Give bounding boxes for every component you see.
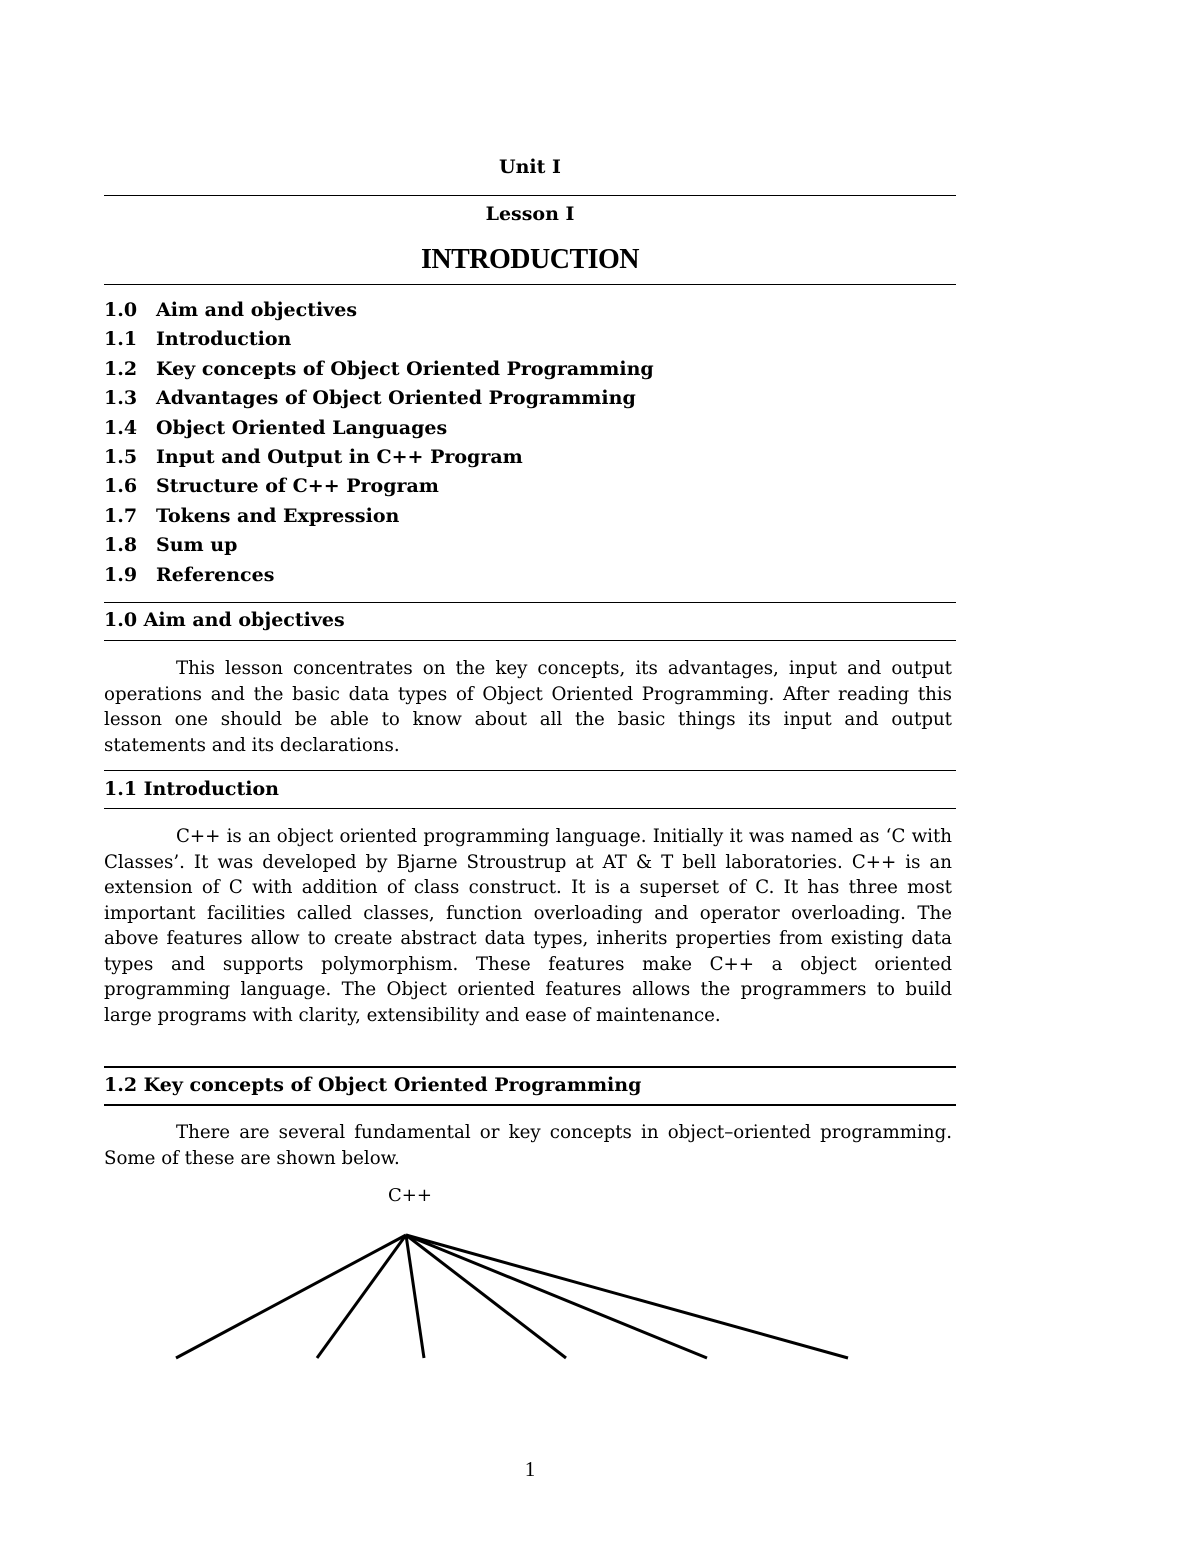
diagram-branch-line [406,1235,848,1358]
diagram-branch-line [406,1235,424,1358]
toc-item: 1.0 Aim and objectives [104,299,358,321]
diagram-branches [176,1235,848,1358]
unit-title: Unit I [499,156,561,178]
section-paragraph: There are several fundamental or key concepts in object–oriented programming. Some of these are shown below. [104,1122,952,1169]
toc-item: 1.4 Object Oriented Languages [104,416,448,439]
toc-item: 1.6 Structure of C++ Program [104,475,439,498]
toc-item: 1.2 Key concepts of Object Oriented Programming [104,357,654,380]
toc-item: 1.1 Introduction [104,328,292,351]
diagram-root-label: C++ [388,1185,432,1206]
diagram-branch-line [317,1235,406,1358]
toc-item: 1.3 Advantages of Object Oriented Programming [104,387,636,410]
toc-item: 1.8 Sum up [104,534,238,557]
diagram-branch-line [176,1235,406,1358]
toc-item: 1.9 References [104,563,275,586]
diagram-branch-line [406,1235,707,1358]
lesson-title: Lesson I [485,203,575,225]
page-title: INTRODUCTION [420,244,640,275]
section-paragraph: C++ is an object oriented programming language. Initially it was named as ‘C with Classes’. It was developed by Bjarne Stroustrup at AT & T bell laboratories. C++ is an extension of C with addition of class construct. It is a superset of C. It has three most important facilities called classes, function overloading and operator overloading. The above features allow to create abstract data types, inherits properties from existing data types and supports polymorphism. These features make C++ a object oriented programming language. The Object oriented features allows the programmers to build large programs with clarity, extensibility and ease of maintenance. [104,826,952,1026]
section-paragraph: This lesson concentrates on the key concepts, its advantages, input and output operations and the basic data types of Object Oriented Programming. After reading this lesson one should be able to know about all the basic things its input and output statements and its declarations. [104,658,952,756]
concept-tree-diagram [104,0,956,1553]
section-heading: 1.1 Introduction [104,778,279,800]
toc-item: 1.7 Tokens and Expression [104,504,400,527]
section-heading: 1.2 Key concepts of Object Oriented Programming [104,1074,642,1096]
toc-item: 1.5 Input and Output in C++ Program [104,445,523,468]
page-number: 1 [524,1457,536,1481]
section-heading: 1.0 Aim and objectives [104,609,345,631]
diagram-branch-line [406,1235,566,1358]
